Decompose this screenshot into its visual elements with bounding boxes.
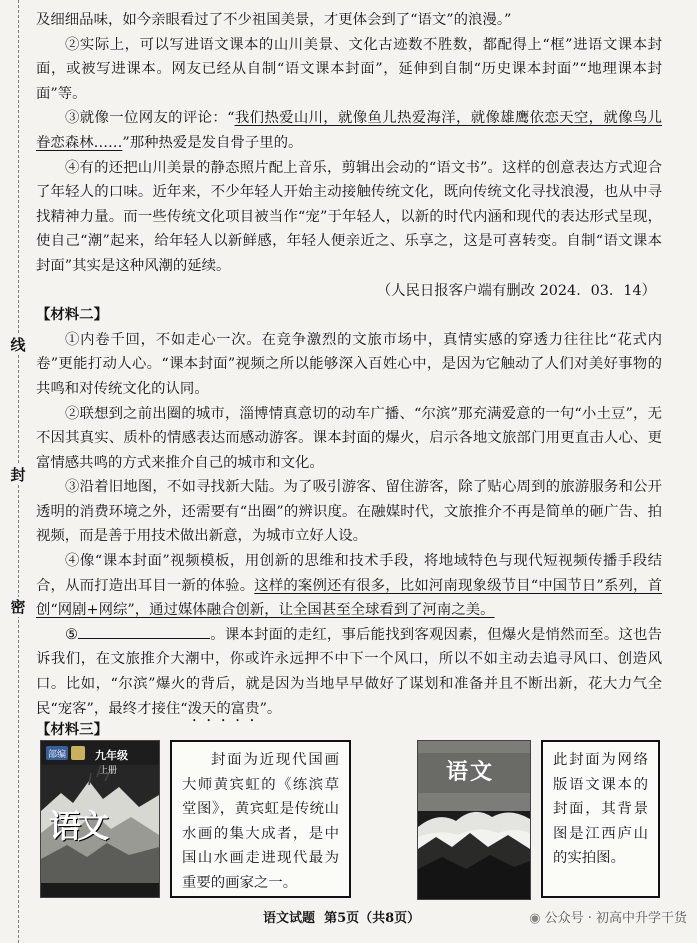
source-citation: （人民日报客户端有删改 2024．03．14） [376, 282, 656, 299]
material1-paragraph-tail: 及细细品味，如今亲眼看过了不少祖国美景，才更体会到了“语文”的浪漫。” [36, 12, 512, 28]
textbook-cover-ink-landscape [40, 740, 160, 898]
margin-char-seal: 封 [6, 465, 30, 485]
material2-heading: 【材料二】 [36, 306, 108, 324]
answer-blank[interactable] [78, 624, 210, 639]
svg-text:部编: 部编 [47, 750, 67, 760]
watermark: ◉ 公众号 · 初高中升学干货 [529, 911, 687, 926]
material2-paragraph-2: ②联想到之前出圈的城市，淄博情真意切的动车广播、“尔滨”那充满爱意的一句“小土豆”，无不因其真实、质朴的情感表达而感动游客。课本封面的爆火，启示各地文旅部门用更直击人心、更富情感共鸣的方式来推介自己的城市和文化。 [36, 405, 662, 471]
material2-paragraph-3: ③沿着旧地图，不如寻找新大陆。为了吸引游客、留住游客，除了贴心周到的旅游服务和公开透明的消费环境之外，还需要有“出圈”的辨识度。在融媒时代，文旅推介不再是简单的砸广告、拍视频，而是善于用技术做出新意，为城市立好人设。 [36, 479, 662, 545]
cover2-title: 语文 [446, 759, 495, 785]
material1-paragraph-3: ③就像一位网友的评论：“我们热爱山川，就像鱼儿热爱海洋，就像雄鹰依恋天空，就像鸟儿眷恋森林……”那种热爱是发自骨子里的。 [36, 110, 662, 151]
page-footer [0, 905, 697, 927]
cover1-title: 语文 [49, 807, 106, 845]
passage-text [36, 8, 662, 725]
material2-paragraph-4: ④像“课本封面”视频模板，用创新的思维和技术手段，将地域特色与现代短视频传播手段结合，从而打造出耳目一新的体验。这样的案例还有很多，比如河南现象级节目“中国节日”系列，首创“网剧+网综”，通过媒体融合创新，让全国甚至全球看到了河南之美。 [36, 553, 662, 619]
margin-char-secret: 密 [6, 597, 30, 617]
underlined-example: 这样的案例还有很多，比如河南现象级节目“中国节日”系列，首创“网剧+网综”，通过媒体融合创新，让全国甚至全球看到了河南之美。 [36, 577, 662, 619]
cover1-volume: 上册 [99, 766, 118, 776]
wechat-icon: ◉ [529, 911, 541, 926]
material1-paragraph-4: ④有的还把山川美景的静态照片配上音乐，剪辑出会动的“语文书”。这样的创意表达方式迎合了年轻人的口味。近年来，不少年轻人开始主动接触传统文化，既向传统文化寻找浪漫，也从中寻找精神力量。而一些传统文化项目被当作“宠”于年轻人，以新的时代内涵和现代的表达形式呈现，使自己“潮”起来，给年轻人以新鲜感，年轻人便亲近之、乐享之，这是可喜转变。自制“语文课本封面”其实是这种风潮的延续。 [36, 159, 662, 274]
margin-char-line: 线 [6, 335, 30, 355]
material2-paragraph-5: ⑤ 。课本封面的走红，事后能找到客观因素，但爆火是悄然而至。这也告诉我们，在文旅推介大潮中，你或许永远押不中下一个风口，所以不如主动去追寻风口、创造风口。比如，“尔滨”爆火的背后，就是因为当地早早做好了谋划和准备并且不断出新，花大力气全民“宠客”，最终才接住“泼天的富贵”。 [36, 623, 662, 725]
underlined-quote: 我们热爱山川，就像鱼儿热爱海洋，就像雄鹰依恋天空，就像鸟儿眷恋森林…… [36, 110, 662, 151]
cover1-description: 封面为近现代国画大师黄宾虹的《练滨草堂图》，黄宾虹是传统山水画的集大成者，是中国山水画走进现代最为重要的画家之一。 [170, 740, 351, 898]
material2-paragraph-1: ①内卷千回，不如走心一次。在竞争激烈的文旅市场中，真情实感的穿透力往往比“花式内卷”更能打动人心。“课本封面”视频之所以能够深入百姓心中，是因为它触动了人们对美好事物的共鸣和对传统文化的认同。 [36, 331, 662, 397]
cover1-grade: 九年级 [95, 749, 128, 762]
cover2-description: 此封面为网络版语文课本的封面，其背景图是江西庐山的实拍图。 [541, 740, 660, 898]
material3-heading: 【材料三】 [36, 721, 108, 738]
material1-paragraph-2: ②实际上，可以写进语文课本的山川美景、文化古迹数不胜数，都配得上“框”进语文课本封面，或被写进课本。网友已经从自制“语文课本封面”，延伸到自制“历史课本封面”“地理课本封面”等。 [36, 36, 662, 102]
footer-page-info: 语文试题 第5页（共8页） [263, 911, 421, 926]
textbook-cover-lushan-photo [417, 740, 531, 900]
dotted-phrase: 泼天的富贵 [187, 700, 260, 717]
